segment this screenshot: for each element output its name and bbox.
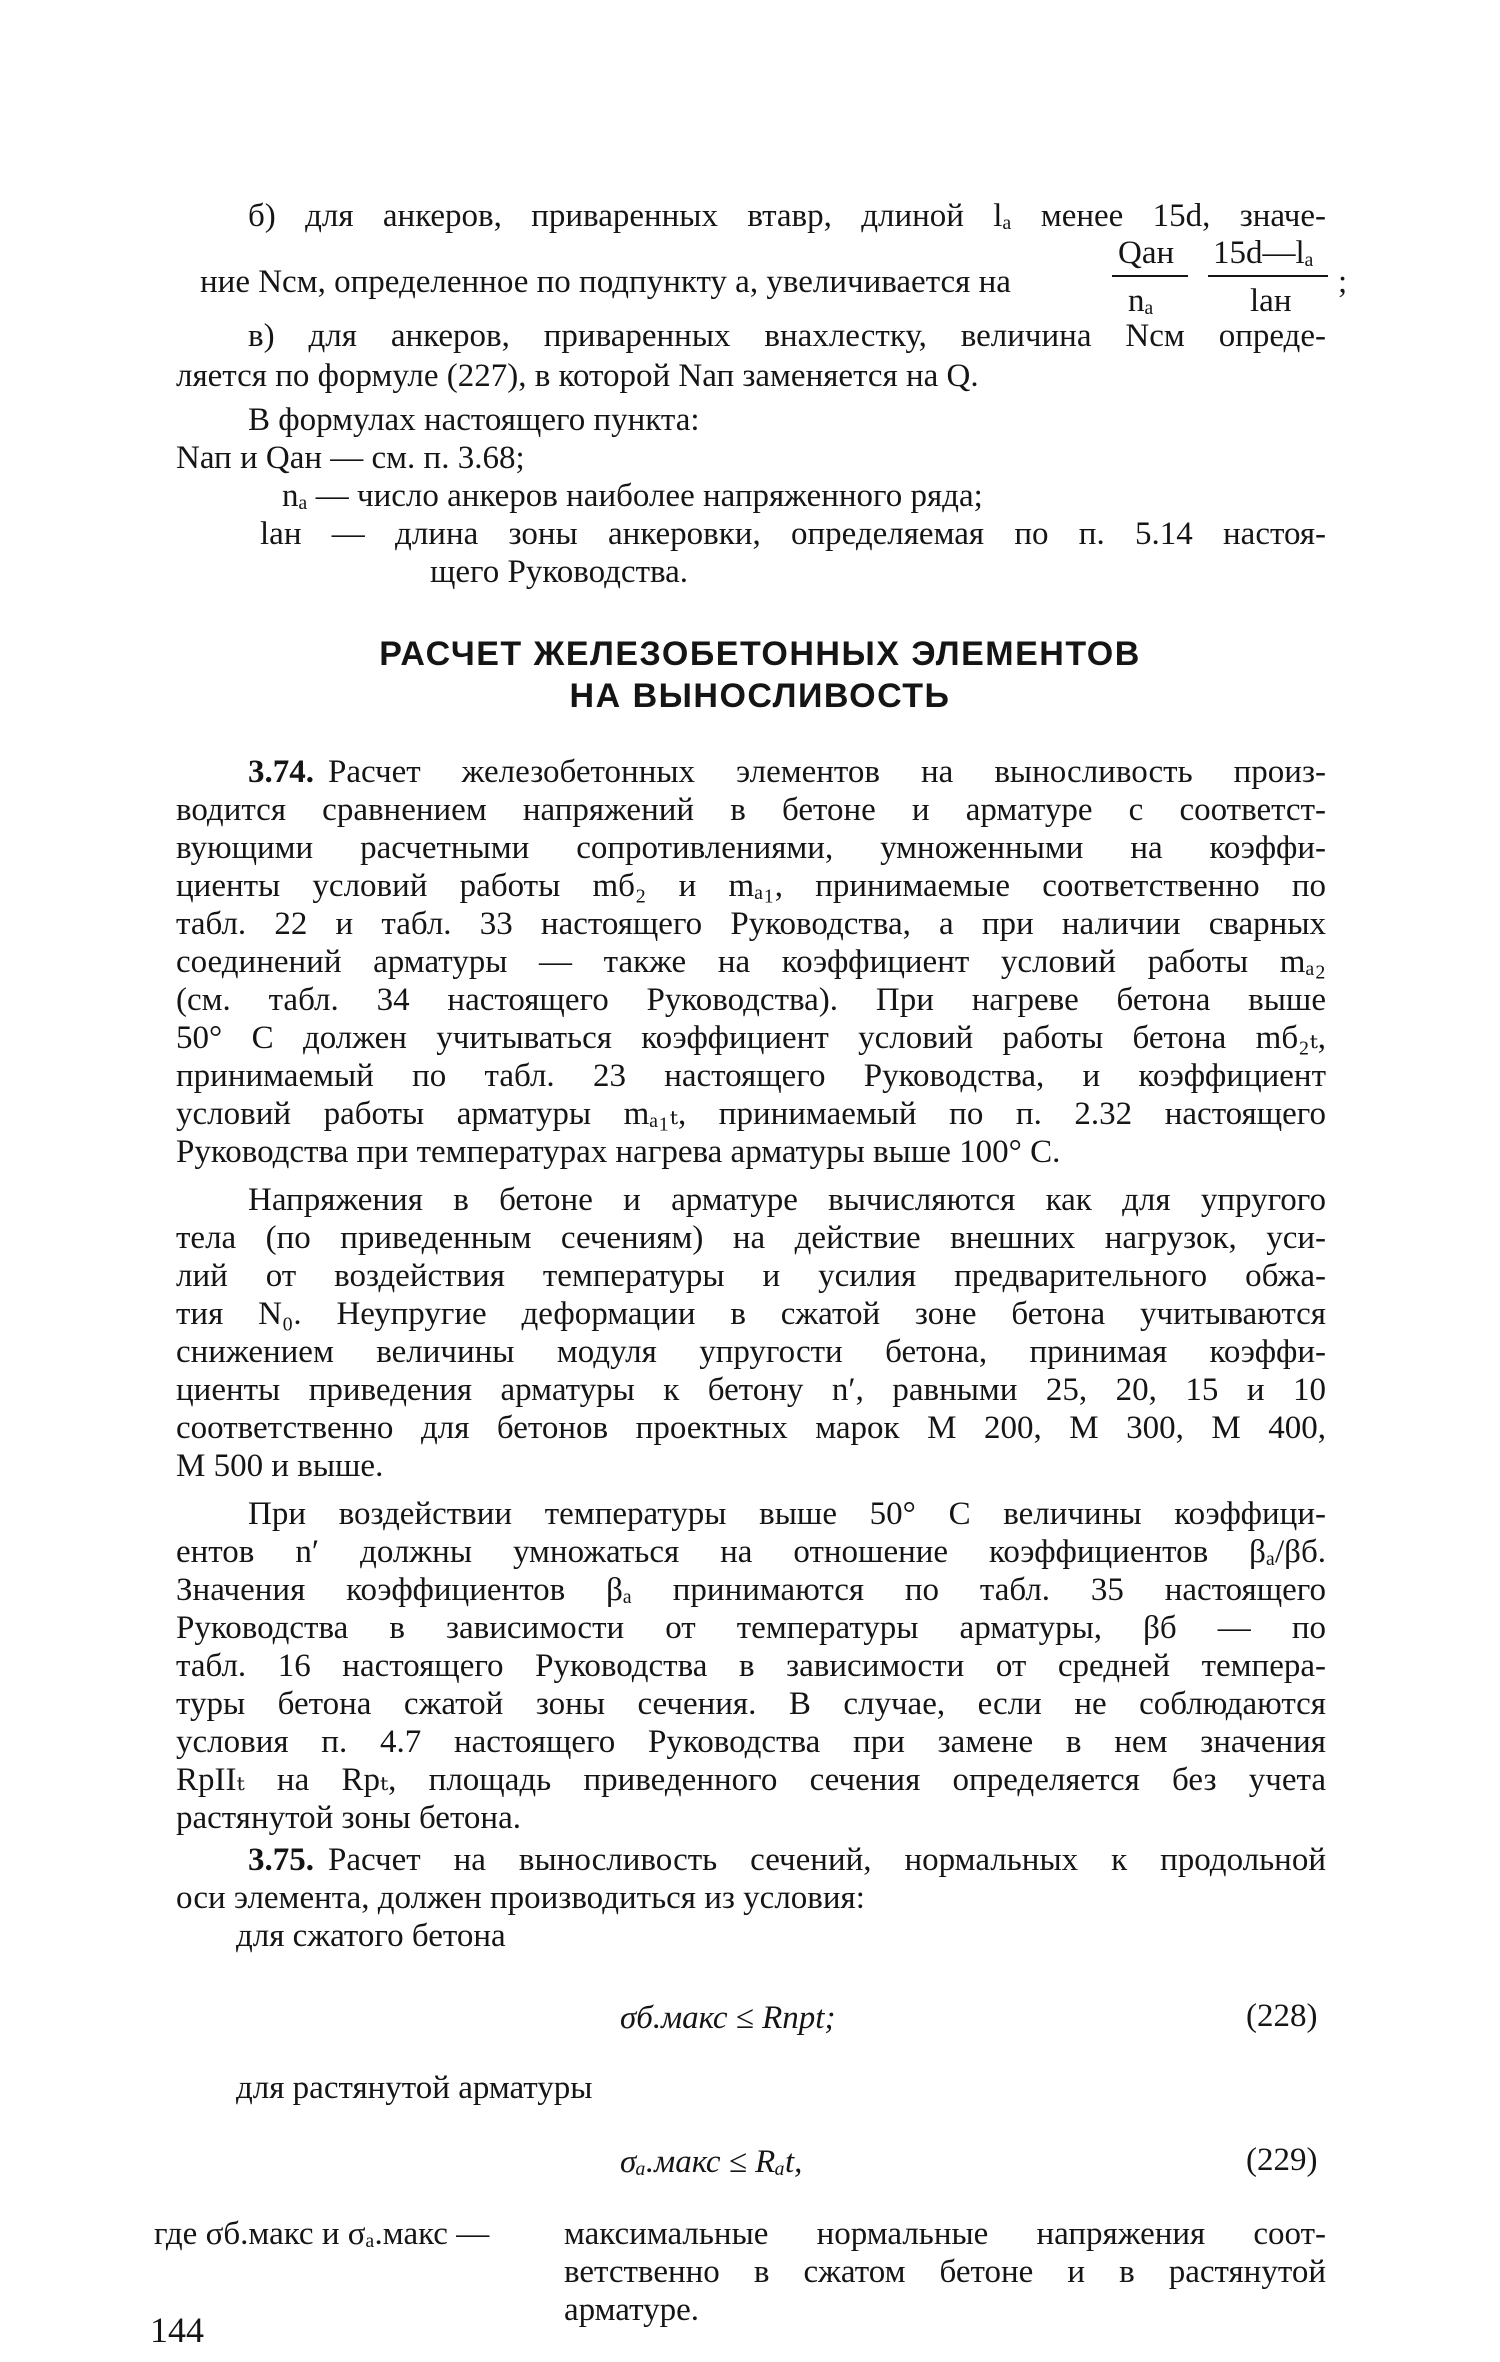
text-line: Расчет железобетонных элементов на выносливость произ- [328, 754, 1326, 790]
paragraph-number: 3.75. [248, 1842, 314, 1878]
text-line: В формулах настоящего пункта: [248, 402, 700, 438]
text-line: водится сравнением напряжений в бетоне и арматуре с соответст- [176, 792, 1326, 828]
text-line: табл. 22 и табл. 33 настоящего Руководства, а при наличии сварных [176, 906, 1326, 942]
definition-line: щего Руководства. [430, 554, 689, 590]
text-line: условий работы арматуры mₐ₁ₜ, принимаемый по п. 2.32 настоящего [176, 1096, 1326, 1132]
text-line: в) для анкеров, приваренных внахлестку, величина Nсм опреде- [248, 318, 1326, 354]
formula-label: для растянутой арматуры [236, 2070, 593, 2106]
text-line: вующими расчетными сопротивлениями, умноженными на коэффи- [176, 830, 1326, 866]
text-line: тия N₀. Неупругие деформации в сжатой зоне бетона учитываются [176, 1296, 1326, 1332]
text-line: принимаемый по табл. 23 настоящего Руководства, и коэффициент [176, 1058, 1326, 1094]
text-line: ветственно в сжатом бетоне и в растянутой [564, 2254, 1326, 2290]
text-line: условия п. 4.7 настоящего Руководства при замене в нем значения [176, 1724, 1326, 1760]
text-line: туры бетона сжатой зоны сечения. В случае, если не соблюдаются [176, 1686, 1326, 1722]
text-line: Руководства в зависимости от температуры арматуры, βб — по [176, 1610, 1326, 1646]
text-line: растянутой зоны бетона. [176, 1800, 521, 1836]
fraction-numerator: Qан [1118, 235, 1175, 271]
text-line: Расчет на выносливость сечений, нормальных к продольной [328, 1842, 1326, 1878]
fraction-bar [1208, 275, 1328, 277]
text-line: арматуре. [564, 2292, 699, 2328]
formula-229: σₐ.макс ≤ Rₐt, [620, 2144, 803, 2180]
text-line: Значения коэффициентов βₐ принимаются по табл. 35 настоящего [176, 1572, 1326, 1608]
text-line: соответственно для бетонов проектных марок М 200, М 300, М 400, [176, 1410, 1326, 1446]
text-line: оси элемента, должен производиться из условия: [176, 1880, 865, 1916]
text-line: RрІІₜ на Rрₜ, площадь приведенного сечения определяется без учета [176, 1762, 1326, 1798]
where-label: где σб.макс и σₐ.макс — [154, 2216, 490, 2252]
formula-228: σб.макс ≤ Rпрt; [620, 2000, 836, 2036]
text-line: ляется по формуле (227), в которой Nап заменяется на Q. [176, 358, 979, 394]
text-line: б) для анкеров, приваренных втавр, длиной lₐ менее 15d, значе- [248, 198, 1326, 234]
text-line: максимальные нормальные напряжения соот- [564, 2216, 1326, 2252]
text-line: М 500 и выше. [176, 1448, 384, 1484]
definition-line: lан — длина зоны анкеровки, определяемая по п. 5.14 настоя- [260, 516, 1326, 552]
definition-line: Nап и Qан — см. п. 3.68; [176, 440, 525, 476]
definition-line: nₐ — число анкеров наиболее напряженного ряда; [282, 478, 983, 514]
text-line: соединений арматуры — также на коэффициент условий работы mₐ₂ [176, 944, 1326, 980]
fraction-numerator: 15d—lₐ [1213, 235, 1314, 271]
equation-number: (228) [1246, 1998, 1318, 2034]
paragraph-number: 3.74. [248, 754, 314, 790]
formula-label: для сжатого бетона [236, 1918, 506, 1954]
text-line: Руководства при температурах нагрева арматуры выше 100° С. [176, 1134, 1061, 1170]
fraction-denominator: lан [1250, 283, 1292, 319]
text-line: снижением величины модуля упругости бетона, принимая коэффи- [176, 1334, 1326, 1370]
text-line: тела (по приведенным сечениям) на действие внешних нагрузок, уси- [176, 1220, 1326, 1256]
text-line: лий от воздействия температуры и усилия предварительного обжа- [176, 1258, 1326, 1294]
text-line: табл. 16 настоящего Руководства в зависимости от средней темпера- [176, 1648, 1326, 1684]
text-line: (см. табл. 34 настоящего Руководства). При нагреве бетона выше [176, 982, 1326, 1018]
text-line: циенты условий работы mб₂ и mₐ₁, принимаемые соответственно по [176, 868, 1326, 904]
section-heading: НА ВЫНОСЛИВОСТЬ [569, 677, 951, 715]
fraction-denominator: nₐ [1128, 283, 1154, 319]
fraction-bar [1112, 275, 1188, 277]
text-line: При воздействии температуры выше 50° С величины коэффици- [248, 1496, 1326, 1532]
text-line: циенты приведения арматуры к бетону n′, равными 25, 20, 15 и 10 [176, 1372, 1326, 1408]
text-line: Напряжения в бетоне и арматуре вычисляются как для упругого [248, 1182, 1326, 1218]
page-number: 144 [150, 2310, 204, 2350]
text-line: ние Nсм, определенное по подпункту а, увеличивается на [200, 264, 1011, 300]
equation-number: (229) [1246, 2142, 1318, 2178]
text-line: ентов n′ должны умножаться на отношение коэффициентов βₐ/βб. [176, 1534, 1326, 1570]
section-heading: РАСЧЕТ ЖЕЛЕЗОБЕТОННЫХ ЭЛЕМЕНТОВ [379, 635, 1141, 673]
punctuation: ; [1338, 264, 1348, 300]
text-line: 50° С должен учитываться коэффициент условий работы бетона mб₂ₜ, [176, 1020, 1326, 1056]
